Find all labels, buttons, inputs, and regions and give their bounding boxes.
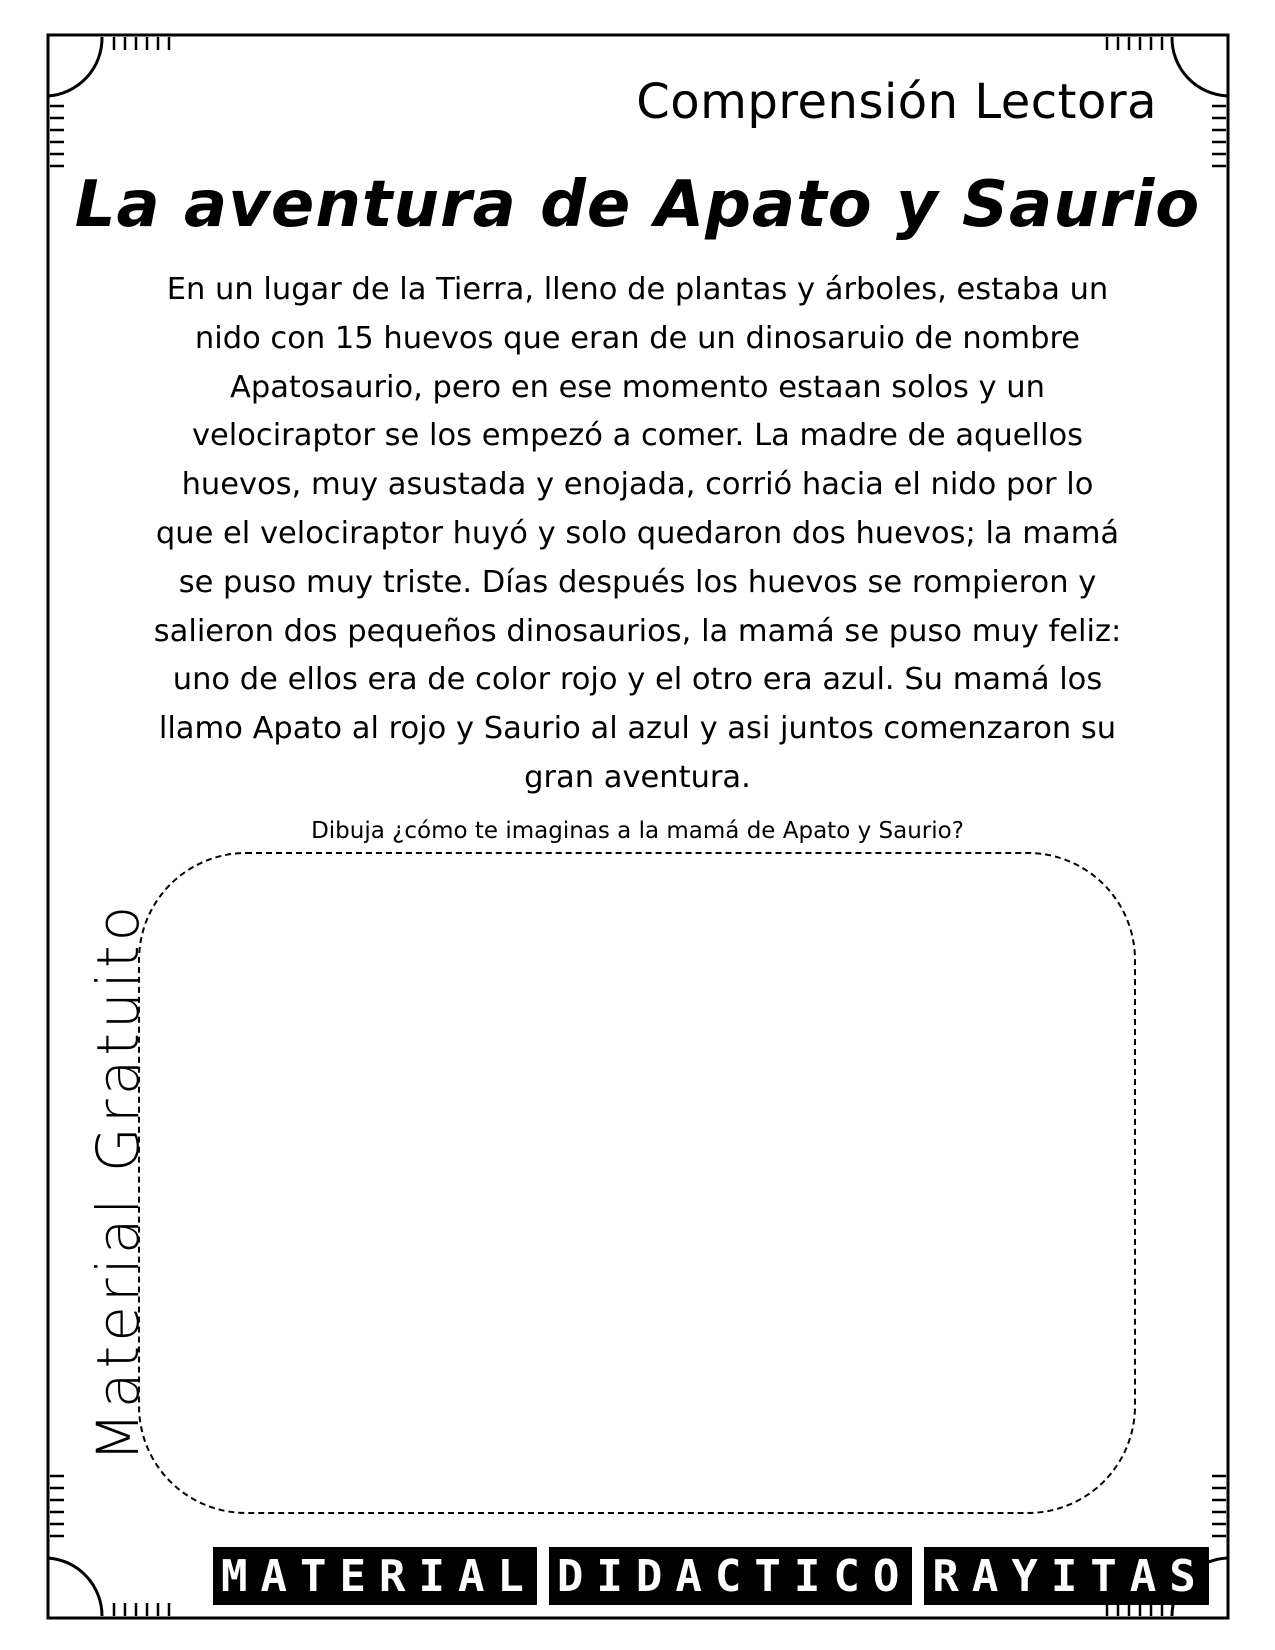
corner-arc-top-left	[48, 37, 102, 96]
header-label: Comprensión Lectora	[636, 74, 1157, 130]
corner-arc-top-right	[1172, 37, 1228, 96]
story-text	[110, 266, 1165, 803]
story-line: salieron dos pequeños dinosaurios, la mamá se puso muy feliz:	[153, 613, 1122, 649]
footer-word-didactico: DIDACTICO	[549, 1547, 912, 1605]
corner-arc-bottom-left	[48, 1558, 102, 1616]
footer-brand	[213, 1547, 1209, 1605]
watermark-text: Material Gratuito	[84, 901, 152, 1463]
story-line: Apatosaurio, pero en ese momento estaan solos y un	[230, 369, 1045, 405]
footer-word-rayitas: RAYITAS	[924, 1547, 1208, 1605]
story-line: velociraptor se los empezó a comer. La madre de aquellos	[191, 418, 1084, 454]
footer-word-material: MATERIAL	[213, 1547, 537, 1605]
drawing-prompt: Dibuja ¿cómo te imaginas a la mamá de Apato y Saurio?	[311, 818, 964, 844]
drawing-area[interactable]	[138, 852, 1136, 1514]
story-line: nido con 15 huevos que eran de un dinosaruio de nombre	[194, 320, 1081, 356]
story-line: En un lugar de la Tierra, lleno de plantas y árboles, estaba un	[166, 272, 1109, 307]
page-title: La aventura de Apato y Saurio	[74, 168, 1201, 242]
story-line: que el velociraptor huyó y solo quedaron dos huevos; la mamá	[155, 515, 1120, 551]
story-line: uno de ellos era de color rojo y el otro era azul. Su mamá los	[172, 662, 1103, 698]
story-line: llamo Apato al rojo y Saurio al azul y asi juntos comenzaron su	[158, 711, 1117, 747]
story-line: se puso muy triste. Días después los huevos se rompieron y	[178, 564, 1097, 600]
story-line: gran aventura.	[524, 759, 751, 795]
story-line: huevos, muy asustada y enojada, corrió hacia el nido por lo	[181, 467, 1094, 503]
